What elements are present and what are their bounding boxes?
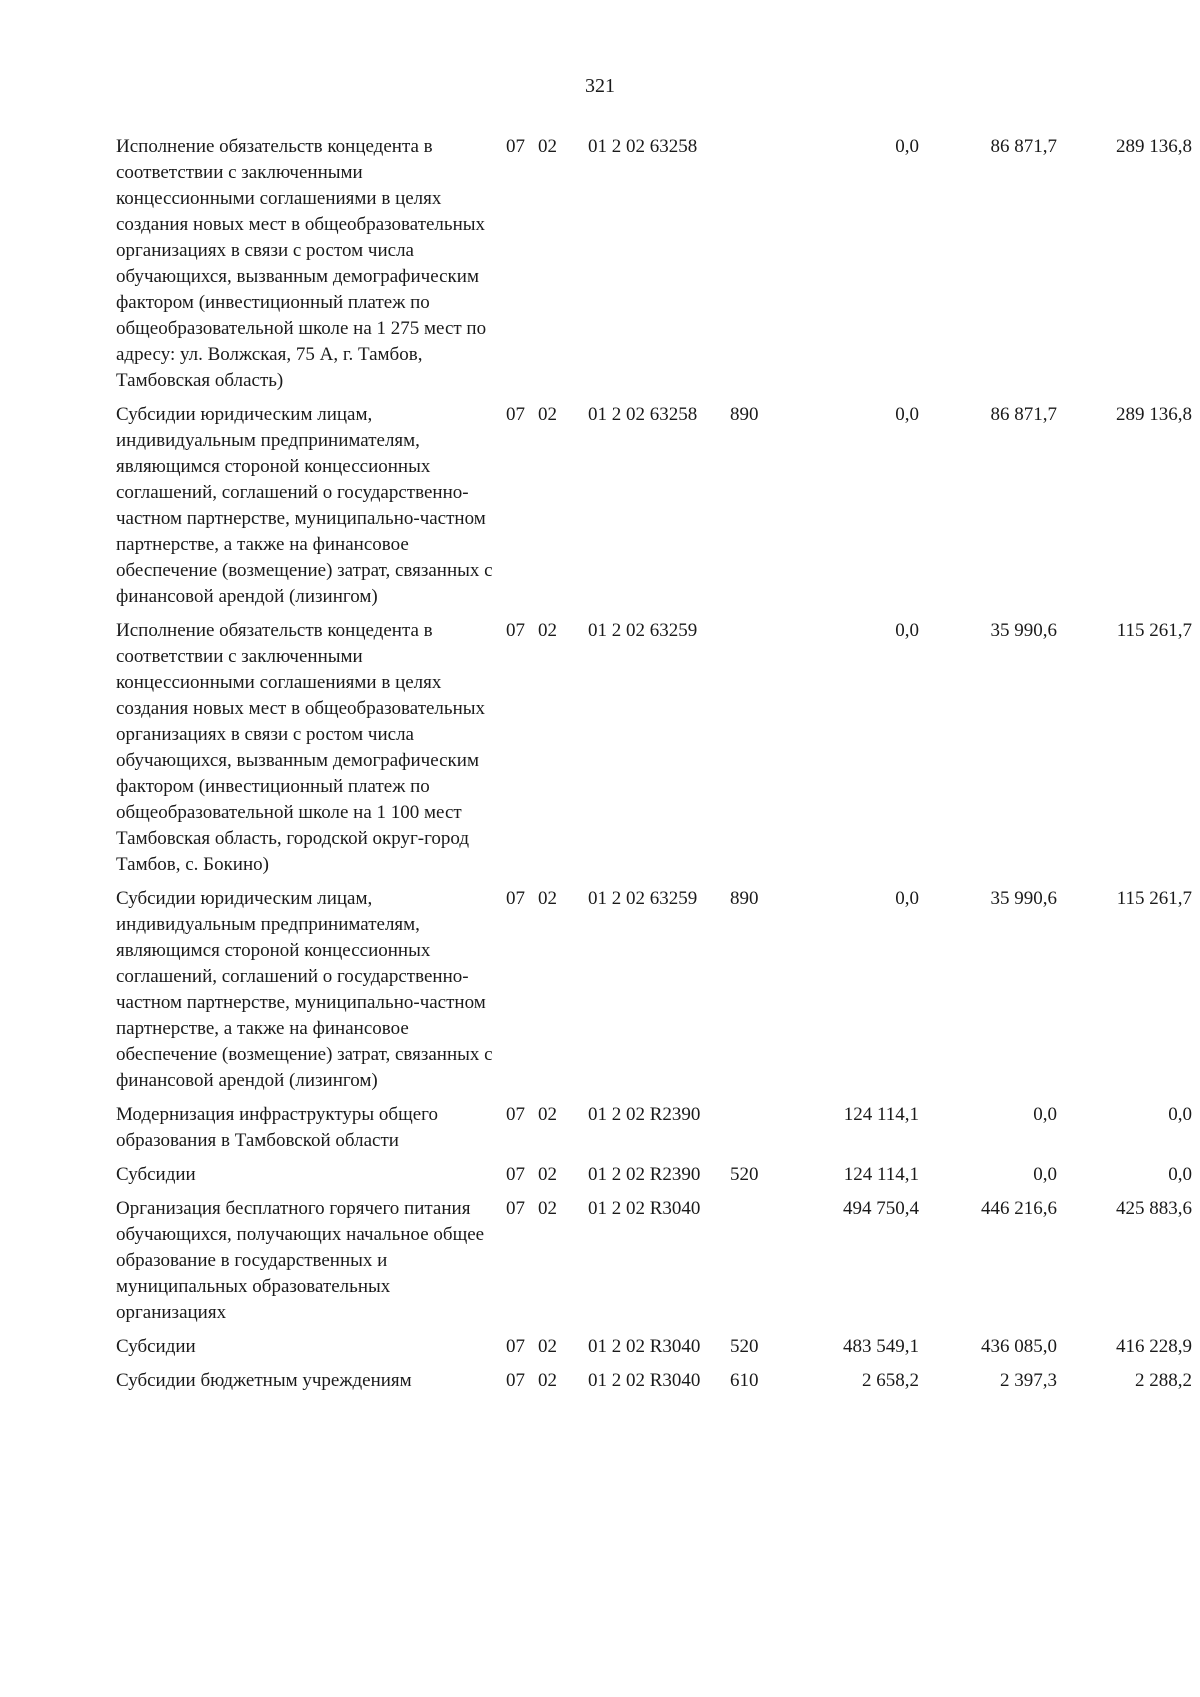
row-amount-year-2: 436 085,0 xyxy=(981,1336,1057,1357)
row-name: Модернизация инфраструктуры общего образования в Тамбовской области xyxy=(116,1104,438,1151)
row-section-code: 07 xyxy=(506,1336,525,1357)
row-amount-year-1: 0,0 xyxy=(895,136,919,157)
row-target-article-code: 01 2 02 63258 xyxy=(588,404,698,425)
table-row xyxy=(116,134,1192,402)
row-amount-year-1: 124 114,1 xyxy=(843,1104,919,1125)
row-target-article-code: 01 2 02 63259 xyxy=(588,620,698,641)
table-row xyxy=(116,1334,1192,1368)
row-name: Исполнение обязательств концедента в соответствии с заключенными концессионными соглашениями в целях создания новых мест в общеобразовательных организациях в связи с ростом числа обучающихся, вызванным демографическим фактором (инвестиционный платеж по общеобразовательной школе на 1 275 мест по адресу: ул. Волжская, 75 А, г. Тамбов, Тамбовская область) xyxy=(116,136,487,391)
row-section-code: 07 xyxy=(506,620,525,641)
table-row xyxy=(116,402,1192,618)
row-amount-year-3: 425 883,6 xyxy=(1116,1198,1192,1219)
row-target-article-code: 01 2 02 R2390 xyxy=(588,1104,701,1125)
row-amount-year-1: 2 658,2 xyxy=(862,1370,919,1391)
table-row xyxy=(116,618,1192,886)
row-expense-type-code xyxy=(730,618,786,886)
row-expense-type-code: 890 xyxy=(730,404,759,425)
row-expense-type-code: 610 xyxy=(730,1370,759,1391)
row-amount-year-1: 0,0 xyxy=(895,620,919,641)
table-row xyxy=(116,1102,1192,1162)
budget-table xyxy=(116,134,1192,1402)
row-amount-year-1: 124 114,1 xyxy=(843,1164,919,1185)
row-name: Субсидии xyxy=(116,1164,196,1185)
row-expense-type-code xyxy=(730,1102,786,1162)
row-amount-year-2: 446 216,6 xyxy=(981,1198,1057,1219)
row-target-article-code: 01 2 02 63259 xyxy=(588,888,698,909)
row-expense-type-code: 890 xyxy=(730,888,759,909)
row-name: Исполнение обязательств концедента в соответствии с заключенными концессионными соглашениями в целях создания новых мест в общеобразовательных организациях в связи с ростом числа обучающихся, вызванным демографическим фактором (инвестиционный платеж по общеобразовательной школе на 1 100 мест Тамбовская область, городской округ-город Тамбов, с. Бокино) xyxy=(116,620,486,875)
row-section-code: 07 xyxy=(506,136,525,157)
row-amount-year-2: 0,0 xyxy=(1033,1164,1057,1185)
row-amount-year-1: 0,0 xyxy=(895,404,919,425)
row-target-article-code: 01 2 02 R3040 xyxy=(588,1336,701,1357)
row-amount-year-2: 86 871,7 xyxy=(990,404,1057,425)
row-expense-type-code: 520 xyxy=(730,1336,759,1357)
row-expense-type-code xyxy=(730,134,786,402)
row-target-article-code: 01 2 02 R2390 xyxy=(588,1164,701,1185)
row-amount-year-2: 86 871,7 xyxy=(990,136,1057,157)
row-subsection-code: 02 xyxy=(538,888,557,909)
row-amount-year-2: 0,0 xyxy=(1033,1104,1057,1125)
row-subsection-code: 02 xyxy=(538,404,557,425)
row-name: Субсидии юридическим лицам, индивидуальным предпринимателям, являющимся стороной концессионных соглашений, соглашений о государственно-частном партнерстве, муниципально-частном партнерстве, а также на финансовое обеспечение (возмещение) затрат, связанных с финансовой арендой (лизингом) xyxy=(116,404,493,607)
row-subsection-code: 02 xyxy=(538,1198,557,1219)
row-amount-year-2: 2 397,3 xyxy=(1000,1370,1057,1391)
row-subsection-code: 02 xyxy=(538,1336,557,1357)
table-row xyxy=(116,1368,1192,1402)
page-number: 321 xyxy=(585,75,615,97)
row-section-code: 07 xyxy=(506,1370,525,1391)
row-amount-year-3: 0,0 xyxy=(1168,1164,1192,1185)
row-amount-year-2: 35 990,6 xyxy=(990,888,1057,909)
row-target-article-code: 01 2 02 R3040 xyxy=(588,1198,701,1219)
row-amount-year-3: 416 228,9 xyxy=(1116,1336,1192,1357)
row-amount-year-3: 0,0 xyxy=(1168,1104,1192,1125)
row-subsection-code: 02 xyxy=(538,1104,557,1125)
row-subsection-code: 02 xyxy=(538,1164,557,1185)
row-name: Организация бесплатного горячего питания обучающихся, получающих начальное общее образование в государственных и муниципальных образовательных организациях xyxy=(116,1198,485,1323)
row-section-code: 07 xyxy=(506,1198,525,1219)
row-name: Субсидии юридическим лицам, индивидуальным предпринимателям, являющимся стороной концессионных соглашений, соглашений о государственно-частном партнерстве, муниципально-частном партнерстве, а также на финансовое обеспечение (возмещение) затрат, связанных с финансовой арендой (лизингом) xyxy=(116,888,493,1091)
row-section-code: 07 xyxy=(506,1104,525,1125)
table-row xyxy=(116,886,1192,1102)
row-subsection-code: 02 xyxy=(538,1370,557,1391)
row-target-article-code: 01 2 02 63258 xyxy=(588,136,698,157)
row-subsection-code: 02 xyxy=(538,620,557,641)
row-amount-year-1: 494 750,4 xyxy=(843,1198,919,1219)
row-section-code: 07 xyxy=(506,1164,525,1185)
row-subsection-code: 02 xyxy=(538,136,557,157)
row-amount-year-2: 35 990,6 xyxy=(990,620,1057,641)
row-name: Субсидии xyxy=(116,1336,196,1357)
row-amount-year-3: 115 261,7 xyxy=(1116,888,1192,909)
table-row xyxy=(116,1162,1192,1196)
row-section-code: 07 xyxy=(506,888,525,909)
row-name: Субсидии бюджетным учреждениям xyxy=(116,1370,412,1391)
row-amount-year-3: 289 136,8 xyxy=(1116,136,1192,157)
row-expense-type-code: 520 xyxy=(730,1164,759,1185)
row-section-code: 07 xyxy=(506,404,525,425)
row-amount-year-1: 0,0 xyxy=(895,888,919,909)
row-expense-type-code xyxy=(730,1196,786,1334)
row-target-article-code: 01 2 02 R3040 xyxy=(588,1370,701,1391)
row-amount-year-3: 115 261,7 xyxy=(1116,620,1192,641)
row-amount-year-3: 2 288,2 xyxy=(1135,1370,1192,1391)
row-amount-year-1: 483 549,1 xyxy=(843,1336,919,1357)
row-amount-year-3: 289 136,8 xyxy=(1116,404,1192,425)
table-row xyxy=(116,1196,1192,1334)
